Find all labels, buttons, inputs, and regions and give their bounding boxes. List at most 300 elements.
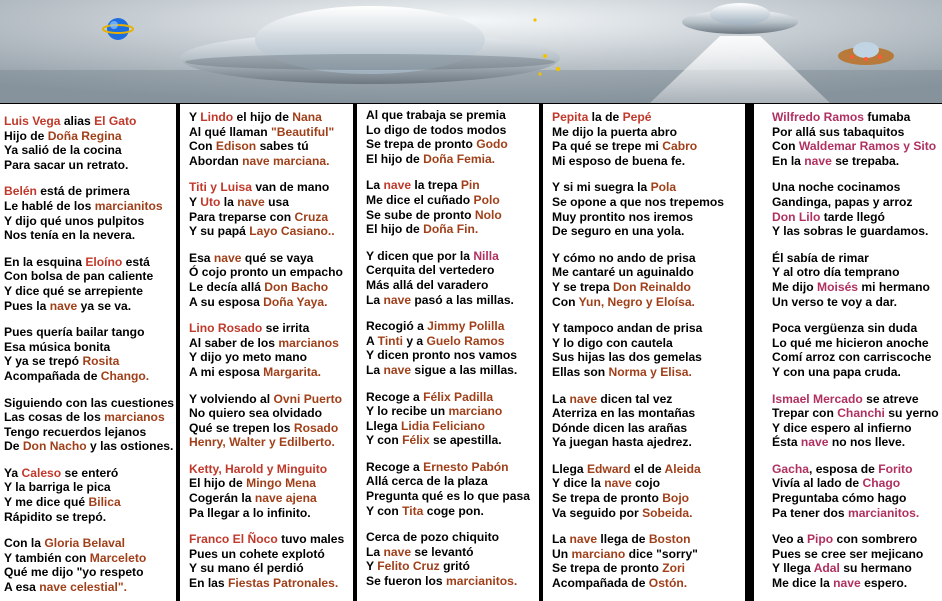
- verse-line: [552, 295, 745, 310]
- verse-text: Aterriza en las montañas: [552, 406, 696, 421]
- highlighted-name: "Beautiful": [271, 124, 335, 139]
- verse-text: Y también con: [4, 550, 90, 565]
- verse-line: [552, 280, 745, 295]
- highlighted-name: nave: [237, 194, 265, 209]
- verse-line: [552, 462, 745, 477]
- verse-text: Trepar con: [772, 406, 838, 421]
- verse-text: Y su mano él perdió: [189, 561, 304, 576]
- verse-line: [4, 340, 176, 355]
- verse-line: [552, 224, 745, 239]
- verse-text: Hijo de: [4, 128, 48, 143]
- verse-text: Lo digo de todos modos: [366, 122, 507, 137]
- highlighted-name: Ostón.: [648, 576, 688, 591]
- highlighted-name: Caleso: [21, 465, 62, 480]
- verse-text: Él sabía de rimar: [772, 250, 869, 265]
- verse-line: [772, 561, 942, 576]
- verse-line: [772, 392, 942, 407]
- verse-text: Va seguido por: [552, 505, 643, 520]
- highlighted-name: Cruza: [294, 209, 329, 224]
- verse-text: Y llega: [772, 561, 814, 576]
- highlighted-name: Boston: [648, 532, 691, 547]
- stanza: [552, 462, 745, 520]
- verse-text: el hijo de: [233, 110, 293, 124]
- highlighted-name: marciano: [571, 546, 626, 561]
- verse-text: Se sube de pronto: [366, 207, 475, 222]
- stanza: [189, 180, 353, 238]
- highlighted-name: Yun, Negro y Eloísa.: [578, 294, 695, 309]
- highlighted-name: Nolo: [474, 207, 502, 222]
- highlighted-name: nave: [383, 292, 412, 307]
- verse-text: y las ostiones.: [86, 439, 174, 454]
- verse-line: [4, 536, 176, 551]
- verse-text: dicen tal vez: [597, 391, 673, 406]
- verse-text: Y dice espero al infierno: [772, 420, 912, 435]
- verse-line: [772, 195, 942, 210]
- highlighted-name: Lindo: [200, 110, 234, 124]
- verse-text: sigue a las millas.: [411, 362, 518, 377]
- highlighted-name: Ovni Puerto: [273, 391, 343, 406]
- verse-text: Llega: [366, 418, 401, 433]
- highlighted-name: Pepita: [552, 110, 589, 124]
- verse-line: [4, 551, 176, 566]
- verse-line: [189, 195, 353, 210]
- highlighted-name: Waldemar Ramos y Sito: [798, 139, 937, 154]
- verse-text: la trepa: [411, 178, 461, 193]
- highlighted-name: Polo: [473, 192, 500, 207]
- verse-text: Al que trabaja se premia: [366, 108, 506, 122]
- verse-text: su hermano: [839, 561, 912, 576]
- verse-text: Y dice qué se arrepiente: [4, 283, 143, 298]
- verse-text: Mi esposo de buena fe.: [552, 153, 686, 168]
- highlighted-name: Guelo Ramos: [426, 333, 505, 348]
- stanza: [772, 392, 942, 450]
- verse-line: [552, 321, 745, 336]
- verse-line: [4, 510, 176, 525]
- verse-line: [366, 263, 539, 278]
- verse-text: está: [122, 254, 150, 269]
- poem-column-2: [180, 104, 353, 601]
- verse-line: [4, 325, 176, 340]
- verse-line: [366, 152, 539, 167]
- verse-line: [189, 491, 353, 506]
- stanza: [772, 110, 942, 168]
- verse-line: [366, 419, 539, 434]
- highlighted-name: Don Lilo: [772, 209, 821, 224]
- verse-line: [189, 506, 353, 521]
- stanza: [189, 462, 353, 520]
- highlighted-name: marcianitos: [94, 198, 163, 213]
- verse-text: Muy prontito nos iremos: [552, 209, 694, 224]
- stanza: [4, 255, 176, 313]
- verse-text: Y lo recibe un: [366, 404, 449, 419]
- verse-line: [772, 224, 942, 239]
- verse-line: [189, 561, 353, 576]
- highlighted-name: Rosado: [293, 420, 339, 435]
- header-banner: [0, 0, 942, 103]
- verse-text: Se fueron los: [366, 574, 446, 589]
- highlighted-name: nave: [213, 250, 242, 265]
- verse-text: Llega: [552, 461, 587, 476]
- verse-line: [366, 108, 539, 123]
- verse-text: Y las sobras le guardamos.: [772, 224, 929, 239]
- verse-text: coge pon.: [423, 503, 484, 518]
- verse-line: [772, 350, 942, 365]
- verse-line: [4, 269, 176, 284]
- verse-line: [772, 110, 942, 125]
- verse-line: [4, 158, 176, 173]
- verse-line: [772, 547, 942, 562]
- stanza: [552, 321, 745, 379]
- stanza: [4, 396, 176, 454]
- highlighted-name: nave celestial".: [39, 580, 127, 595]
- verse-line: [4, 410, 176, 425]
- verse-line: [552, 392, 745, 407]
- poem-column-4: [543, 104, 745, 601]
- verse-line: [552, 406, 745, 421]
- verse-text: Por allá sus tabaquitos: [772, 124, 905, 139]
- verse-text: Allá cerca de la plaza: [366, 474, 488, 489]
- verse-line: [189, 154, 353, 169]
- highlighted-name: Fiestas Patronales.: [228, 576, 339, 591]
- verse-text: Ésta: [772, 435, 801, 450]
- verse-text: Y dijo qué unos pulpitos: [4, 213, 145, 228]
- verse-line: [4, 425, 176, 440]
- verse-line: [4, 466, 176, 481]
- verse-line: [552, 491, 745, 506]
- verse-line: [552, 336, 745, 351]
- highlighted-name: marcianos: [104, 410, 165, 425]
- highlighted-name: Félix: [402, 433, 430, 448]
- stanza: [366, 390, 539, 448]
- verse-line: [552, 251, 745, 266]
- verse-line: [189, 435, 353, 450]
- verse-text: La: [552, 391, 570, 406]
- highlighted-name: nave: [804, 153, 832, 168]
- highlighted-name: Edison: [215, 139, 257, 154]
- verse-line: [4, 114, 176, 129]
- ufo-illustration: [0, 0, 942, 103]
- highlighted-name: Chanchi: [837, 406, 885, 421]
- verse-line: [4, 284, 176, 299]
- verse-line: [772, 365, 942, 380]
- verse-line: [189, 476, 353, 491]
- verse-text: Más allá del varadero: [366, 277, 489, 292]
- verse-text: Y volviendo al: [189, 391, 274, 406]
- highlighted-name: El Gato: [94, 114, 137, 128]
- verse-line: [189, 251, 353, 266]
- verse-line: [552, 154, 745, 169]
- verse-text: Me dijo la puerta abro: [552, 124, 677, 139]
- highlighted-name: Moisés: [817, 279, 859, 294]
- verse-line: [4, 228, 176, 243]
- verse-line: [189, 350, 353, 365]
- verse-text: Comí arroz con carriscoche: [772, 350, 932, 365]
- verse-line: [552, 547, 745, 562]
- verse-text: Al saber de los: [189, 335, 279, 350]
- verse-text: A: [366, 333, 378, 348]
- highlighted-name: Don Bacho: [264, 279, 329, 294]
- verse-text: El hijo de: [366, 222, 424, 237]
- verse-text: pasó a las millas.: [411, 292, 514, 307]
- verse-line: [772, 532, 942, 547]
- verse-line: [552, 476, 745, 491]
- verse-text: tuvo males: [277, 532, 345, 547]
- stanza: [189, 110, 353, 168]
- verse-line: [4, 129, 176, 144]
- highlighted-name: Franco El Ñoco: [189, 532, 278, 547]
- highlighted-name: Norma y Elisa.: [608, 364, 692, 379]
- verse-line: [366, 530, 539, 545]
- verse-line: [772, 265, 942, 280]
- verse-text: Una noche cocinamos: [772, 180, 901, 195]
- verse-line: [772, 506, 942, 521]
- highlighted-name: Cabro: [662, 139, 698, 154]
- verse-line: [552, 125, 745, 140]
- highlighted-name: Ismael Mercado: [772, 391, 863, 406]
- verse-text: Y: [189, 110, 201, 124]
- highlighted-name: Nana: [292, 110, 322, 124]
- highlighted-name: Doña Femia.: [423, 151, 496, 166]
- highlighted-name: Pola: [650, 180, 677, 195]
- verse-text: llega de: [597, 532, 649, 547]
- verse-text: Pues un cohete explotó: [189, 546, 325, 561]
- highlighted-name: Tinti: [377, 333, 403, 348]
- verse-line: [772, 576, 942, 591]
- verse-text: Veo a: [772, 532, 807, 547]
- verse-text: alias: [60, 114, 95, 128]
- stanza: [189, 321, 353, 379]
- verse-text: Siguiendo con las cuestiones: [4, 395, 175, 410]
- verse-line: [366, 574, 539, 589]
- verse-text: Gandinga, papas y arroz: [772, 194, 913, 209]
- stanza: [552, 180, 745, 238]
- verse-text: Cerquita del vertedero: [366, 263, 495, 278]
- verse-text: Y dicen que por la: [366, 248, 474, 263]
- verse-line: [4, 255, 176, 270]
- verse-text: no nos lleve.: [828, 435, 906, 450]
- highlighted-name: nave: [800, 435, 829, 450]
- verse-line: [4, 369, 176, 384]
- verse-line: [4, 439, 176, 454]
- highlighted-name: Wilfredo Ramos: [772, 110, 864, 124]
- verse-text: Y ya se trepó: [4, 354, 83, 369]
- verse-text: Pues se cree ser mejicano: [772, 546, 924, 561]
- verse-line: [189, 280, 353, 295]
- stanza: [189, 532, 353, 590]
- verse-line: [552, 210, 745, 225]
- verse-text: Las cosas de los: [4, 410, 105, 425]
- verse-text: A su esposa: [189, 294, 264, 309]
- verse-text: el de: [630, 461, 665, 476]
- verse-text: La: [366, 362, 384, 377]
- highlighted-name: Lidia Feliciano: [400, 418, 485, 433]
- verse-text: y a: [402, 333, 427, 348]
- verse-text: la de: [588, 110, 623, 124]
- highlighted-name: marcianos: [278, 335, 339, 350]
- verse-line: [189, 365, 353, 380]
- highlighted-name: marcianitos.: [445, 574, 518, 589]
- stanza: [366, 319, 539, 377]
- highlighted-name: Aleida: [664, 461, 701, 476]
- verse-text: Para sacar un retrato.: [4, 157, 129, 172]
- verse-line: [772, 125, 942, 140]
- verse-line: [772, 154, 942, 169]
- verse-line: [366, 222, 539, 237]
- verse-text: Ya: [4, 465, 22, 480]
- highlighted-name: Rosita: [82, 354, 120, 369]
- verse-text: Me dijo: [772, 279, 818, 294]
- highlighted-name: Edward: [586, 461, 631, 476]
- verse-line: [772, 139, 942, 154]
- verse-text: ya se va.: [77, 298, 132, 313]
- verse-text: Y lo digo con cautela: [552, 335, 673, 350]
- poem-column-5: [754, 104, 942, 601]
- verse-line: [772, 295, 942, 310]
- verse-text: se trepaba.: [831, 153, 900, 168]
- highlighted-name: Layo Casiano..: [249, 224, 335, 239]
- verse-text: mi hermano: [858, 279, 930, 294]
- highlighted-name: Belén: [4, 184, 37, 199]
- verse-text: En la: [772, 153, 805, 168]
- verse-text: Y: [366, 559, 378, 574]
- verse-text: Me dice el cuñado: [366, 192, 474, 207]
- highlighted-name: nave marciana.: [242, 153, 330, 168]
- verse-line: [189, 576, 353, 591]
- highlighted-name: Doña Fin.: [423, 222, 479, 237]
- verse-text: En la esquina: [4, 254, 86, 269]
- verse-line: [366, 178, 539, 193]
- verse-text: Y al otro día temprano: [772, 265, 900, 280]
- verse-text: Se opone a que nos trepemos: [552, 194, 725, 209]
- stanza: [366, 460, 539, 518]
- stanza: [552, 110, 745, 168]
- verse-line: [552, 576, 745, 591]
- verse-line: [4, 143, 176, 158]
- highlighted-name: Lino Rosado: [189, 321, 263, 336]
- highlighted-name: Doña Yaya.: [263, 294, 328, 309]
- stanza: [772, 251, 942, 309]
- verse-text: El hijo de: [366, 151, 424, 166]
- verse-text: Recoge a: [366, 389, 424, 404]
- stanza: [366, 530, 539, 588]
- verse-line: [366, 278, 539, 293]
- stanza: [772, 321, 942, 379]
- verse-line: [366, 559, 539, 574]
- stanza: [189, 251, 353, 309]
- verse-line: [366, 123, 539, 138]
- stanza: [4, 184, 176, 242]
- stanza: [772, 462, 942, 520]
- verse-text: , esposa de: [808, 461, 879, 476]
- verse-text: Pa qué se trepe mi: [552, 139, 663, 154]
- verse-line: [189, 392, 353, 407]
- stanza: [189, 392, 353, 450]
- highlighted-name: Don Nacho: [22, 439, 87, 454]
- verse-text: sabes tú: [256, 139, 309, 154]
- highlighted-name: nave: [569, 391, 598, 406]
- verse-text: Recoge a: [366, 459, 424, 474]
- verse-line: [366, 334, 539, 349]
- verse-text: espero.: [860, 576, 908, 591]
- verse-text: Me dice la: [772, 576, 834, 591]
- verse-line: [366, 208, 539, 223]
- verse-line: [4, 580, 176, 595]
- verse-line: [366, 404, 539, 419]
- verse-text: Rápidito se trepó.: [4, 509, 107, 524]
- verse-line: [366, 193, 539, 208]
- verse-line: [366, 363, 539, 378]
- highlighted-name: Ketty, Harold y Minguito: [189, 461, 328, 476]
- verse-text: Qué se trepen los: [189, 420, 294, 435]
- verse-text: Acompañada de: [552, 576, 649, 591]
- highlighted-name: marcianitos.: [847, 505, 920, 520]
- verse-text: tarde llegó: [820, 209, 885, 224]
- verse-line: [552, 265, 745, 280]
- verse-text: En las: [189, 576, 228, 591]
- verse-text: con sombrero: [833, 532, 918, 547]
- verse-text: Un: [552, 546, 572, 561]
- verse-text: El hijo de: [189, 476, 247, 491]
- verse-line: [4, 495, 176, 510]
- verse-line: [366, 504, 539, 519]
- verse-text: Con: [552, 294, 579, 309]
- verse-line: [772, 321, 942, 336]
- verse-line: [189, 421, 353, 436]
- highlighted-name: Adal: [813, 561, 840, 576]
- highlighted-name: Chango.: [100, 368, 150, 383]
- highlighted-name: Gacha: [772, 461, 809, 476]
- stanza: [4, 536, 176, 594]
- stanza: [772, 180, 942, 238]
- verse-line: [552, 365, 745, 380]
- verse-text: De: [4, 439, 23, 454]
- verse-text: Preguntaba cómo hago: [772, 491, 907, 506]
- verse-line: [189, 110, 353, 125]
- verse-line: [189, 180, 353, 195]
- verse-line: [366, 348, 539, 363]
- highlighted-name: nave: [833, 576, 861, 591]
- verse-text: Vivía al lado de: [772, 476, 863, 491]
- verse-line: [552, 350, 745, 365]
- highlighted-name: Sobeida.: [642, 505, 693, 520]
- verse-text: qué se vaya: [241, 250, 314, 265]
- highlighted-name: Margarita.: [263, 364, 321, 379]
- verse-text: Se trepa de pronto: [552, 561, 663, 576]
- highlighted-name: Felito Cruz: [377, 559, 440, 574]
- highlighted-name: nave: [604, 476, 632, 491]
- verse-text: Y: [189, 194, 201, 209]
- verse-line: [189, 547, 353, 562]
- verse-text: Para treparse con: [189, 209, 295, 224]
- highlighted-name: Doña Regina: [47, 128, 122, 143]
- verse-text: van de mano: [251, 180, 330, 195]
- stanza: [552, 532, 745, 590]
- highlighted-name: marciano: [448, 404, 503, 419]
- verse-text: Le hablé de los: [4, 198, 95, 213]
- verse-text: Lo qué me hicieron anoche: [772, 335, 929, 350]
- highlighted-name: Eloíno: [85, 254, 123, 269]
- verse-text: se enteró: [61, 465, 119, 480]
- verse-text: fumaba: [863, 110, 911, 124]
- verse-line: [366, 474, 539, 489]
- verse-text: Pues quería bailar tango: [4, 325, 145, 340]
- verse-line: [772, 210, 942, 225]
- verse-text: está de primera: [36, 184, 130, 199]
- highlighted-name: Tita: [402, 503, 424, 518]
- highlighted-name: Godo: [476, 137, 508, 152]
- verse-text: A mi esposa: [189, 364, 264, 379]
- verse-text: De seguro en una yola.: [552, 224, 685, 239]
